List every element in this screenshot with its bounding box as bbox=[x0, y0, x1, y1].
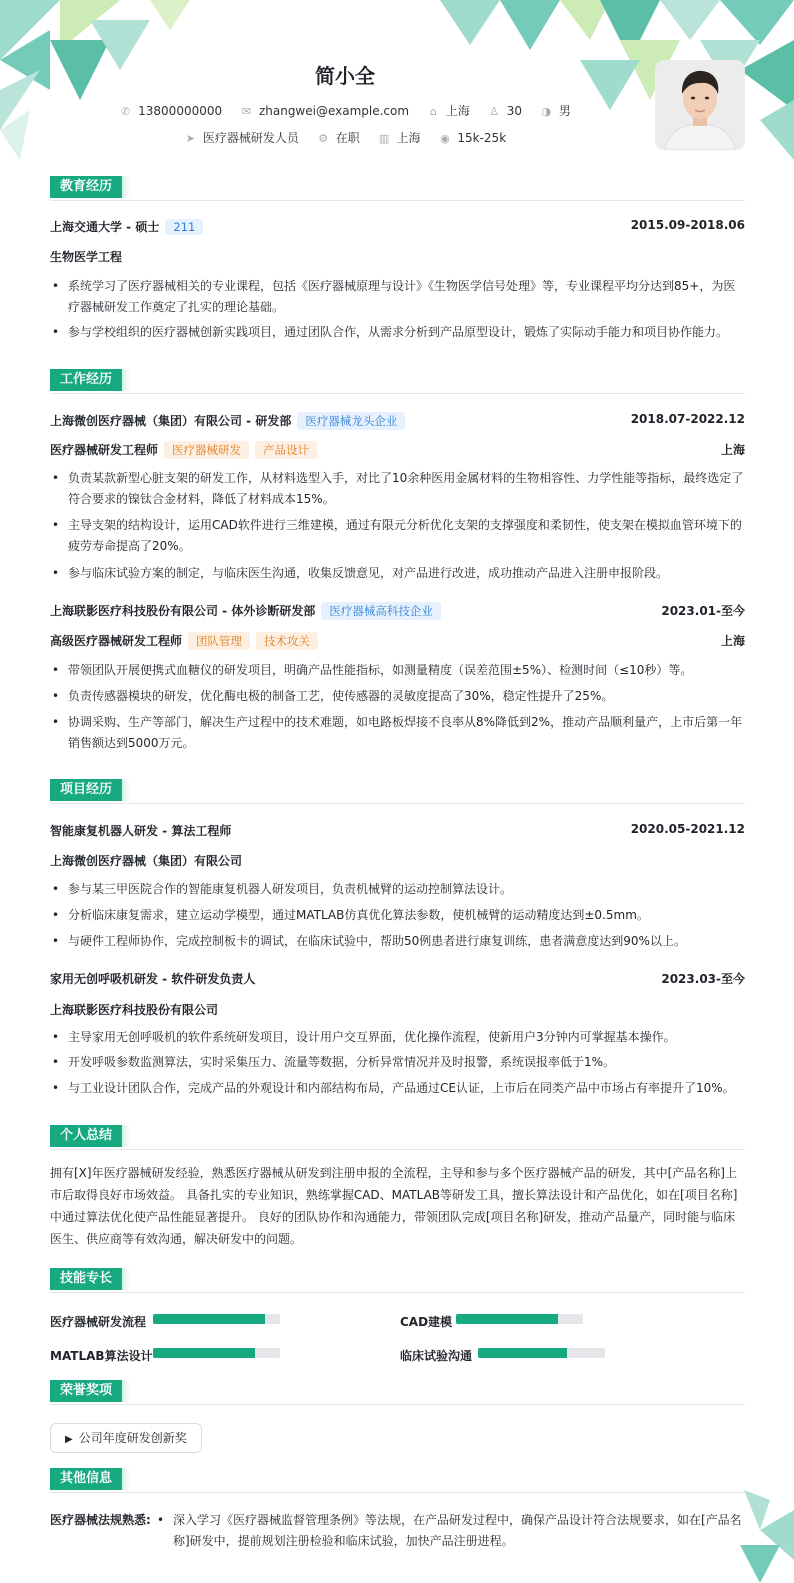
work-1-bullet-2: • 主导支架的结构设计，运用CAD软件进行三维建模，通过有限元分析优化支架的支撑强度和柔韧性，使支架在模拟血管环境下的疲劳寿命提高了20%。 bbox=[50, 515, 745, 557]
work-1-role-row bbox=[50, 441, 745, 459]
project-2-header bbox=[50, 970, 745, 987]
project-2-company: 上海联影医疗科技股份有限公司 bbox=[50, 1003, 219, 1017]
skill-bar-fill bbox=[478, 1348, 567, 1358]
education-header bbox=[50, 218, 745, 235]
work-1-bullet-1: • 负责某款新型心脏支架的研发工作，从材料选型入手，对比了10余种医用金属材料的生物相容性、力学性能等指标，最终选定了符合要求的镍钛合金材料，降低了材料成本15%。 bbox=[50, 468, 745, 510]
section-divider bbox=[50, 1149, 745, 1150]
avatar-portrait bbox=[655, 60, 745, 150]
mail-icon: ✉ bbox=[241, 105, 252, 118]
work-2-bullet-2: • 负责传感器模块的研发，优化酶电极的制备工艺，使传感器的灵敏度提高了30%，稳定性提升了25%。 bbox=[50, 686, 745, 707]
home-icon: ⌂ bbox=[429, 105, 437, 118]
project-1-header bbox=[50, 822, 745, 839]
education-bullet-2: • 参与学校组织的医疗器械创新实践项目，通过团队合作，从需求分析到产品原型设计，锻炼了实际动手能力和项目协作能力。 bbox=[50, 322, 745, 343]
project-1-bullet-1: • 参与某三甲医院合作的智能康复机器人研发项目，负责机械臂的运动控制算法设计。 bbox=[50, 879, 745, 900]
work-1-header bbox=[50, 412, 745, 430]
project-2-period: 2023.03-至今 bbox=[661, 972, 745, 986]
work-2-company-tag: 医疗器械高科技企业 bbox=[321, 602, 441, 620]
section-title-projects: 项目经历 bbox=[50, 779, 122, 801]
gender-icon: ◑ bbox=[541, 105, 552, 118]
skill-item bbox=[50, 1311, 146, 1330]
gear-icon: ⚙ bbox=[318, 132, 329, 145]
work-2-bullet-1: • 带领团队开展便携式血糖仪的研发项目，明确产品性能指标，如测量精度（误差范围±5%）、检测时间（≤10秒）等。 bbox=[50, 660, 745, 681]
age-value: 30 bbox=[506, 104, 523, 118]
skill-name: 医疗器械研发流程 bbox=[50, 1315, 147, 1329]
job-title-value: 医疗器械研发人员 bbox=[202, 131, 299, 145]
project-1-period: 2020.05-2021.12 bbox=[630, 822, 745, 836]
section-title-work: 工作经历 bbox=[50, 369, 122, 391]
skill-bar bbox=[478, 1348, 605, 1358]
skill-bar-fill bbox=[153, 1314, 265, 1324]
play-icon: ▶ bbox=[65, 1434, 73, 1445]
skill-bar bbox=[456, 1314, 583, 1324]
project-1-title: 智能康复机器人研发 - 算法工程师 bbox=[50, 824, 232, 838]
candidate-name: 简小全 bbox=[315, 64, 375, 88]
avatar bbox=[655, 60, 745, 150]
section-divider bbox=[50, 393, 745, 394]
section-other bbox=[50, 1468, 745, 1492]
education-major: 生物医学工程 bbox=[50, 250, 123, 264]
salary-value: 15k-25k bbox=[457, 131, 507, 145]
target-city-item bbox=[378, 129, 421, 146]
age-item bbox=[488, 104, 522, 118]
section-divider bbox=[50, 200, 745, 201]
skill-bar bbox=[153, 1314, 280, 1324]
work-1-bullet-3: • 参与临床试验方案的制定，与临床医生沟通，收集反馈意见，对产品进行改进，成功推动产品进入注册申报阶段。 bbox=[50, 563, 745, 584]
section-divider bbox=[50, 1292, 745, 1293]
skill-item bbox=[400, 1311, 452, 1330]
phone-item bbox=[119, 104, 222, 118]
project-2-bullet-1: • 主导家用无创呼吸机的软件系统研发项目，设计用户交互界面，优化操作流程，使新用户3分钟内可掌握基本操作。 bbox=[50, 1027, 745, 1048]
section-work bbox=[50, 369, 745, 393]
work-1-period: 2018.07-2022.12 bbox=[630, 412, 745, 426]
education-period: 2015.09-2018.06 bbox=[630, 218, 745, 232]
work-2-bullet-3: • 协调采购、生产等部门，解决生产过程中的技术难题，如电路板焊接不良率从8%降低到2%，推动产品顺利量产，上市后第一年销售额达到5000万元。 bbox=[50, 712, 745, 754]
section-projects bbox=[50, 779, 745, 803]
education-bullet-1: • 系统学习了医疗器械相关的专业课程，包括《医疗器械原理与设计》《生物医学信号处理》等，专业课程平均分达到85+，为医疗器械研发工作奠定了扎实的理论基础。 bbox=[50, 276, 745, 318]
honor-label: 公司年度研发创新奖 bbox=[78, 1431, 187, 1445]
age-icon: ♙ bbox=[489, 105, 500, 118]
skill-bar bbox=[153, 1348, 280, 1358]
education-tag: 211 bbox=[165, 219, 203, 235]
work-2-role-tag-1: 团队管理 bbox=[188, 632, 250, 650]
work-1-role-tag-2: 产品设计 bbox=[255, 441, 317, 459]
work-1-role-tag-1: 医疗器械研发 bbox=[164, 441, 249, 459]
email-item bbox=[240, 104, 409, 118]
section-divider bbox=[50, 803, 745, 804]
skill-name: MATLAB算法设计 bbox=[50, 1349, 153, 1363]
gender-item bbox=[540, 102, 571, 119]
other-label: 医疗器械法规熟悉: bbox=[50, 1513, 151, 1527]
section-title-honors: 荣誉奖项 bbox=[50, 1380, 122, 1402]
project-2-bullet-3: • 与工业设计团队合作，完成产品的外观设计和内部结构布局，产品通过CE认证，上市后在同类产品中市场占有率提升了10%。 bbox=[50, 1078, 745, 1099]
section-skills bbox=[50, 1268, 745, 1292]
salary-item bbox=[438, 131, 506, 145]
city-item bbox=[427, 102, 470, 119]
section-divider bbox=[50, 1404, 745, 1405]
section-title-summary: 个人总结 bbox=[50, 1125, 122, 1147]
work-2-role: 高级医疗器械研发工程师 bbox=[50, 634, 183, 648]
project-2-title: 家用无创呼吸机研发 - 软件研发负责人 bbox=[50, 972, 256, 986]
section-title-skills: 技能专长 bbox=[50, 1268, 122, 1290]
city-value: 上海 bbox=[445, 104, 470, 118]
work-2-period: 2023.01-至今 bbox=[661, 604, 745, 618]
job-title-item bbox=[184, 129, 299, 146]
section-title-education: 教育经历 bbox=[50, 176, 122, 198]
target-city-value: 上海 bbox=[396, 131, 421, 145]
other-text: • 深入学习《医疗器械监督管理条例》等法规，在产品研发过程中，确保产品设计符合法规要求，如在[产品名称]研发中，提前规划注册检验和临床试验，加快产品注册进程。 bbox=[155, 1510, 745, 1552]
email-value: zhangwei@example.com bbox=[258, 104, 410, 118]
summary-text: 拥有[X]年医疗器械研发经验，熟悉医疗器械从研发到注册申报的全流程，主导和参与多个医疗器械产品的研发，其中[产品名称]上市后取得良好市场效益。 具备扎实的专业知识，熟练掌握CAD、MATLAB等研发工具，擅长算法设计和产品优化，如在[项目名称]中通过算法优化使产品性能显著提升。 良好的团队协作和沟通能力，带领团队完成[项目名称]研发，推动产品量产，同时能与临床医生、供应商等有效沟通，解决研发中的问题。 bbox=[50, 1166, 738, 1246]
work-2-role-row bbox=[50, 632, 745, 650]
project-1-bullet-2: • 分析临床康复需求，建立运动学模型，通过MATLAB仿真优化算法参数，使机械臂的运动精度达到±0.5mm。 bbox=[50, 905, 745, 926]
skill-name: CAD建模 bbox=[400, 1315, 453, 1329]
contact-row-1 bbox=[0, 102, 690, 119]
work-2-company: 上海联影医疗科技股份有限公司 - 体外诊断研发部 bbox=[50, 604, 316, 618]
work-1-company: 上海微创医疗器械（集团）有限公司 - 研发部 bbox=[50, 414, 292, 428]
work-1-role: 医疗器械研发工程师 bbox=[50, 443, 159, 457]
project-1-bullet-3: • 与硬件工程师协作，完成控制板卡的调试，在临床试验中，帮助50例患者进行康复训练，患者满意度达到90%以上。 bbox=[50, 931, 745, 952]
section-summary bbox=[50, 1125, 745, 1149]
skill-bar-fill bbox=[153, 1348, 255, 1358]
work-2-location: 上海 bbox=[720, 634, 745, 648]
building-icon: ▥ bbox=[378, 132, 390, 145]
send-icon: ➤ bbox=[185, 132, 195, 145]
status-value: 在职 bbox=[335, 131, 360, 145]
gender-value: 男 bbox=[558, 104, 571, 118]
section-title-other: 其他信息 bbox=[50, 1468, 122, 1490]
work-1-location: 上海 bbox=[720, 443, 745, 457]
phone-icon: ✆ bbox=[121, 105, 131, 118]
project-1-company: 上海微创医疗器械（集团）有限公司 bbox=[50, 854, 243, 868]
section-divider bbox=[50, 1492, 745, 1493]
education-school: 上海交通大学 - 硕士 bbox=[50, 220, 160, 234]
work-2-header bbox=[50, 602, 745, 620]
coin-icon: ◉ bbox=[440, 132, 450, 145]
section-education bbox=[50, 176, 745, 200]
skill-item bbox=[50, 1345, 153, 1364]
project-2-bullet-2: • 开发呼吸参数监测算法，实时采集压力、流量等数据，分析异常情况并及时报警，系统误报率低于1%。 bbox=[50, 1052, 745, 1073]
phone-value: 13800000000 bbox=[138, 104, 223, 118]
work-2-role-tag-2: 技术攻关 bbox=[256, 632, 318, 650]
honor-item[interactable] bbox=[50, 1423, 202, 1453]
skill-item bbox=[400, 1345, 472, 1364]
skill-name: 临床试验沟通 bbox=[400, 1349, 473, 1363]
section-honors bbox=[50, 1380, 745, 1404]
skill-bar-fill bbox=[456, 1314, 558, 1324]
status-item bbox=[317, 129, 360, 146]
contact-row-2 bbox=[0, 129, 690, 146]
work-1-company-tag: 医疗器械龙头企业 bbox=[297, 412, 405, 430]
